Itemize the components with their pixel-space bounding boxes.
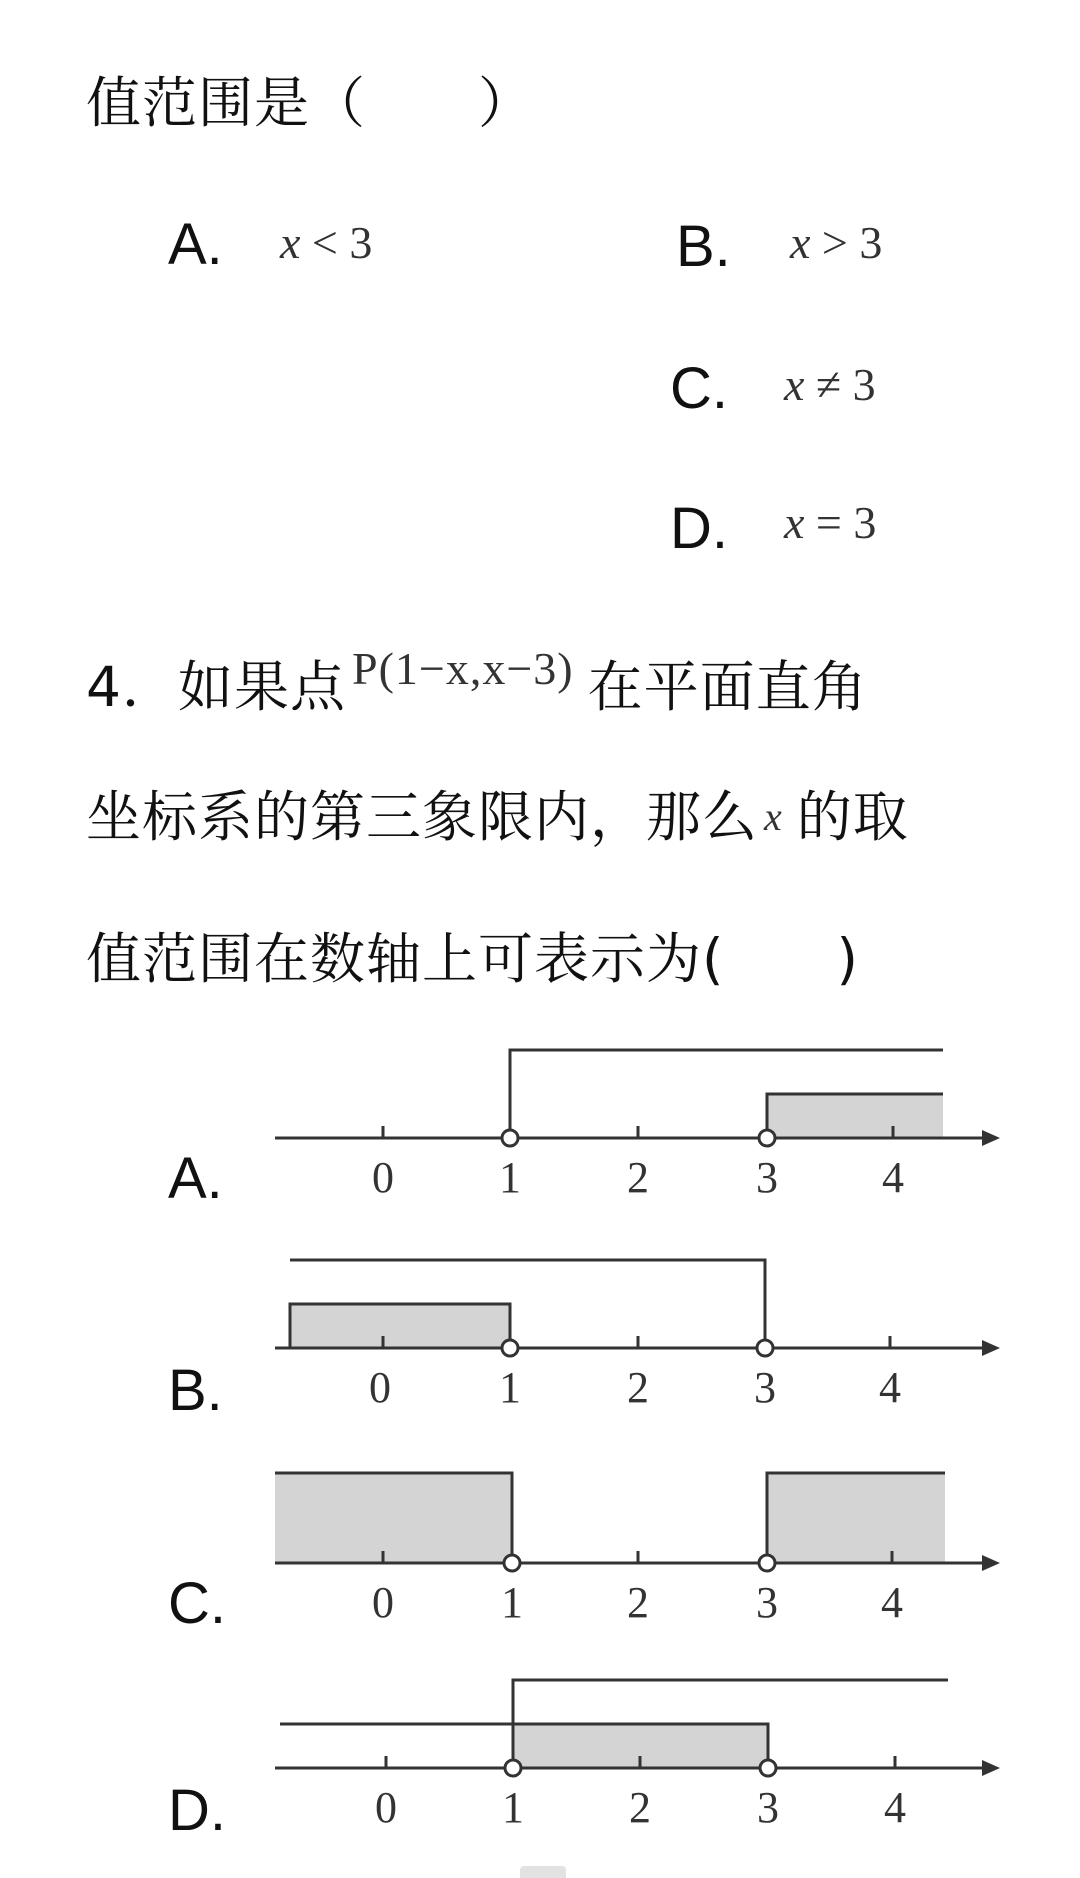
tick-label: 1 (501, 1578, 523, 1627)
q4-line2-head: 坐标系的第三象限内，那么 (86, 785, 759, 849)
q4-var: x (764, 794, 783, 839)
math-var: x (784, 359, 805, 410)
open-circle (502, 1130, 518, 1146)
tick-label: 2 (627, 1578, 649, 1627)
tick-label: 0 (372, 1578, 394, 1627)
axis-arrow (982, 1340, 1000, 1356)
tick-label: 1 (502, 1783, 524, 1832)
q3-option-d-math (784, 497, 877, 548)
tick-label: 3 (756, 1578, 778, 1627)
q4-stem-line2 (86, 785, 909, 849)
q4-number: 4．如果点 (86, 655, 346, 719)
q4-line2-tail: 的取 (796, 785, 909, 849)
q4-option-b-letter: B. (168, 1358, 223, 1423)
q4-line1-tail: 在平面直角 (587, 655, 868, 719)
tick-label: 4 (882, 1153, 904, 1202)
tick-label: 3 (756, 1153, 778, 1202)
tick-label: 2 (627, 1153, 649, 1202)
open-circle (502, 1340, 518, 1356)
math-rel: < (311, 217, 338, 268)
tick-label: 3 (754, 1363, 776, 1412)
open-circle (760, 1760, 776, 1776)
q3-option-c-letter: C. (670, 356, 728, 421)
q4-option-c-letter: C. (168, 1571, 226, 1636)
q3-option-a-math (280, 217, 373, 268)
q4-stem-line1 (86, 643, 868, 719)
q3-stem-tail: 值范围是（ ） (86, 71, 535, 135)
tick-label: 4 (881, 1578, 903, 1627)
q4-stem-line3: 值范围在数轴上可表示为( ) (86, 927, 859, 991)
axis-arrow (982, 1130, 1000, 1146)
math-val: 3 (852, 359, 876, 410)
tick-label: 4 (879, 1363, 901, 1412)
tick-label: 0 (372, 1153, 394, 1202)
tick-label: 2 (627, 1363, 649, 1412)
q4-option-d-letter: D. (168, 1778, 226, 1843)
math-val: 3 (859, 217, 883, 268)
q3-option-b-letter: B. (676, 214, 731, 279)
q4-option-a-letter: A. (168, 1146, 223, 1211)
q4-option-c-number-line (270, 1455, 1010, 1635)
shaded-region (767, 1094, 943, 1138)
tick-label: 1 (499, 1153, 521, 1202)
q4-option-d-number-line (270, 1660, 1010, 1840)
math-rel: > (821, 217, 848, 268)
shaded-region (290, 1304, 510, 1348)
tick-label: 3 (757, 1783, 779, 1832)
shaded-region-right (767, 1473, 945, 1563)
open-circle (759, 1555, 775, 1571)
q4-option-a-number-line (270, 1030, 1010, 1210)
axis-arrow (982, 1760, 1000, 1776)
math-var: x (280, 217, 301, 268)
math-rel: ≠ (815, 359, 842, 410)
tick-label: 0 (369, 1363, 391, 1412)
math-var: x (790, 217, 811, 268)
open-circle (759, 1130, 775, 1146)
tick-label: 0 (375, 1783, 397, 1832)
open-circle (757, 1340, 773, 1356)
q4-point-expression: P(1−x,x−3) (352, 643, 574, 694)
q4-option-b-number-line (270, 1240, 1010, 1420)
q3-option-b-math (790, 217, 883, 268)
q3-option-d-letter: D. (670, 496, 728, 561)
open-circle (505, 1760, 521, 1776)
math-val: 3 (853, 497, 877, 548)
tick-label: 4 (884, 1783, 906, 1832)
tick-label: 1 (499, 1363, 521, 1412)
math-rel: = (815, 497, 842, 548)
q3-option-a-letter: A. (168, 212, 223, 277)
tick-label: 2 (629, 1783, 651, 1832)
shaded-region-left (275, 1473, 512, 1563)
math-var: x (784, 497, 805, 548)
open-circle (504, 1555, 520, 1571)
bottom-tab-handle (520, 1866, 566, 1878)
math-val: 3 (349, 217, 373, 268)
q3-option-c-math (784, 359, 876, 410)
axis-arrow (982, 1555, 1000, 1571)
